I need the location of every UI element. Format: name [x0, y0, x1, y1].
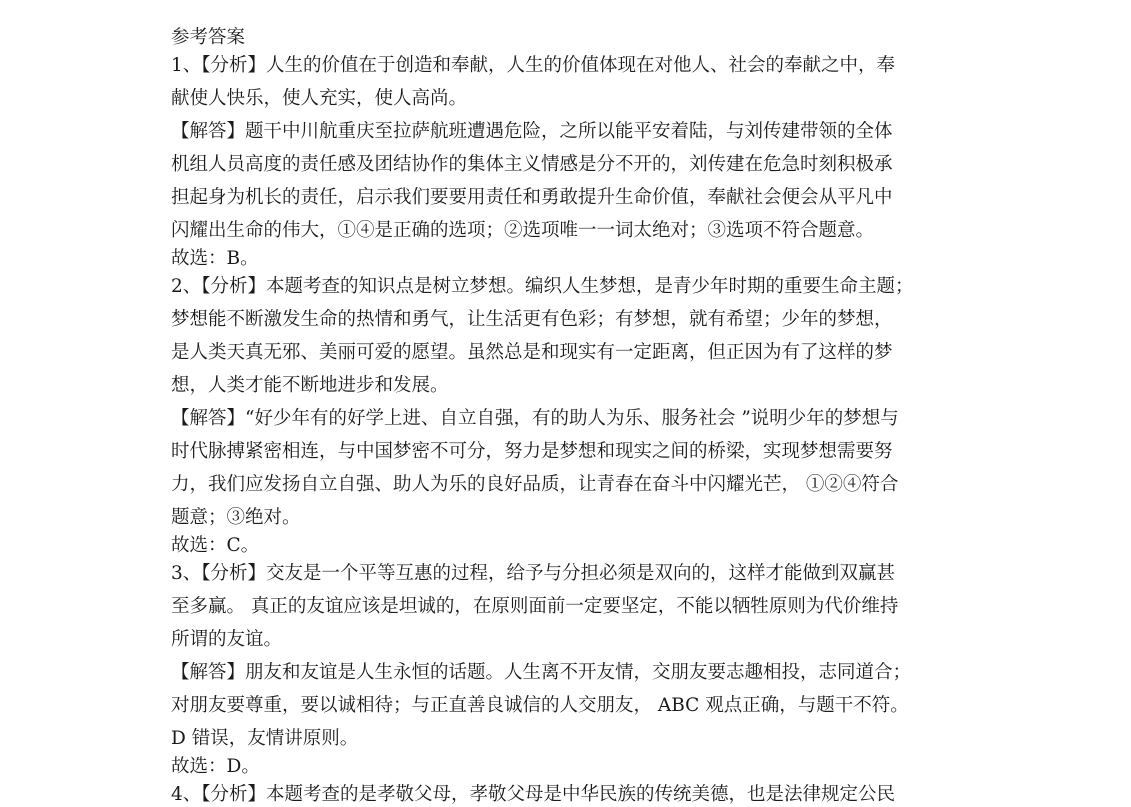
q1-analysis-line-1: 1、【分析】人生的价值在于创造和奉献，人生的价值体现在对他人、社会的奉献之中，奉	[171, 55, 896, 76]
answer-document	[171, 26, 971, 807]
q1-analysis-line-2: 献使人快乐，使人充实，使人高尚。	[171, 88, 468, 109]
q2-answer-line-1: 【解答】“好少年有的好学上进、自立自强，有的助人为乐、服务社会 ”说明少年的梦想与	[171, 408, 899, 429]
q3-choice: 故选：D。	[171, 756, 260, 777]
q1-answer-line-3: 担起身为机长的责任，启示我们要要用责任和勇敢提升生命价值，奉献社会便会从平凡中	[171, 187, 893, 208]
document-heading: 参考答案	[171, 27, 246, 48]
q3-analysis-line-1: 3、【分析】交友是一个平等互惠的过程，给予与分担必须是双向的，这样才能做到双赢甚	[171, 563, 896, 584]
q4-analysis-line-1: 4、【分析】本题考查的是孝敬父母，孝敬父母是中华民族的传统美德，也是法律规定公民	[171, 784, 896, 805]
q2-answer-line-4: 题意；③绝对。	[171, 507, 301, 528]
q3-analysis-line-3: 所谓的友谊。	[171, 629, 283, 650]
q2-choice: 故选：C。	[171, 535, 260, 556]
q1-answer-line-2: 机组人员高度的责任感及团结协作的集体主义情感是分不开的，刘传建在危急时刻积极承	[171, 154, 893, 175]
q1-answer-line-4: 闪耀出生命的伟大，①④是正确的选项；②选项唯一一词太绝对；③选项不符合题意。	[171, 220, 875, 241]
q2-analysis-line-2: 梦想能不断激发生命的热情和勇气，让生活更有色彩；有梦想，就有希望；少年的梦想，	[171, 309, 893, 330]
q2-analysis-line-1: 2、【分析】本题考查的知识点是树立梦想。编织人生梦想，是青少年时期的重要生命主题；	[171, 276, 914, 297]
q3-answer-line-1: 【解答】朋友和友谊是人生永恒的话题。人生离不开友情，交朋友要志趣相投，志同道合；	[171, 662, 912, 683]
q3-analysis-line-2: 至多赢。 真正的友谊应该是坦诚的，在原则面前一定要坚定，不能以牺牲原则为代价维持	[171, 596, 899, 617]
q2-analysis-line-3: 是人类天真无邪、美丽可爱的愿望。虽然总是和现实有一定距离，但正因为有了这样的梦	[171, 342, 893, 363]
q3-answer-line-2: 对朋友要尊重，要以诚相待；与正直善良诚信的人交朋友， ABC 观点正确，与题干不符。	[171, 695, 909, 716]
q1-choice: 故选：B。	[171, 248, 259, 269]
q2-answer-line-2: 时代脉搏紧密相连，与中国梦密不可分，努力是梦想和现实之间的桥梁，实现梦想需要努	[171, 441, 893, 462]
q3-answer-line-3: D 错误，友情讲原则。	[171, 728, 359, 749]
q2-analysis-line-4: 想，人类才能不断地进步和发展。	[171, 375, 449, 396]
q1-answer-line-1: 【解答】题干中川航重庆至拉萨航班遭遇危险，之所以能平安着陆，与刘传建带领的全体	[171, 121, 893, 142]
q2-answer-line-3: 力，我们应发扬自立自强、助人为乐的良好品质，让青春在奋斗中闪耀光芒， ①②④符合	[171, 474, 899, 495]
